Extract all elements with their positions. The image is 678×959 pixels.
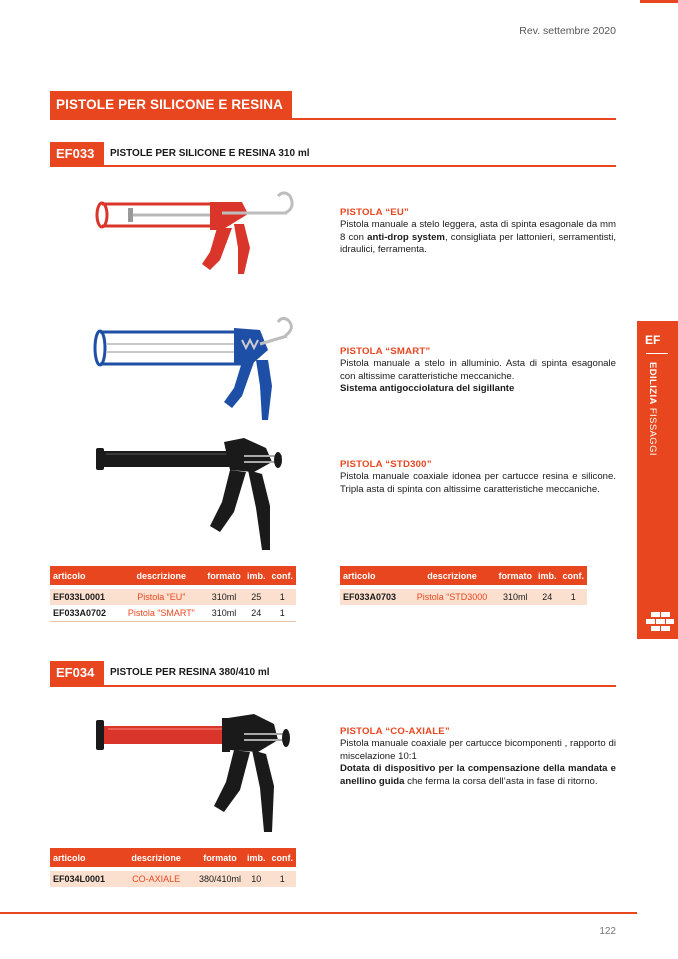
cell-conf: 1 (268, 605, 296, 621)
product-feature: Sistema antigocciolatura del sigillante (340, 383, 515, 395)
group-title: PISTOLE PER RESINA 380/410 ml (110, 667, 270, 678)
product-image-eu (92, 190, 302, 285)
product-text: Pistola manuale coaxiale idonea per cartucce resina e silicone. Tripla asta di spinta con altissime caratteristiche meccaniche. (340, 471, 616, 495)
col-conf: conf. (268, 566, 296, 585)
cell-articolo: EF033L0001 (50, 589, 119, 605)
bricks-icon (645, 612, 675, 632)
cell-formato: 310ml (204, 589, 244, 605)
cell-descrizione: CO-AXIALE (116, 871, 196, 887)
article-table-ef034 (50, 848, 296, 887)
cell-imb: 24 (535, 589, 560, 605)
group-code: EF034 (50, 661, 104, 685)
group-header-ef033 (50, 142, 310, 166)
product-title: PISTOLA “STD300” (340, 459, 432, 470)
table-row (50, 605, 296, 621)
side-tab-category-bold: EDILIZIA (647, 362, 658, 405)
col-descrizione: descrizione (119, 566, 204, 585)
col-imb: imb. (244, 848, 269, 867)
col-imb: imb. (535, 566, 560, 585)
product-title: PISTOLA “CO-AXIALE” (340, 726, 450, 737)
cell-descrizione: Pistola “EU” (119, 589, 204, 605)
col-formato: formato (495, 566, 535, 585)
cell-descrizione: Pistola “STD3000 (408, 589, 495, 605)
col-conf: conf. (559, 566, 587, 585)
product-image-coaxiale (94, 712, 294, 836)
cell-conf: 1 (268, 871, 296, 887)
col-formato: formato (196, 848, 244, 867)
product-image-std300 (94, 436, 286, 552)
cell-articolo: EF033A0703 (340, 589, 408, 605)
table-row (340, 589, 587, 605)
cell-articolo: EF034L0001 (50, 871, 116, 887)
article-table-ef033-b (340, 566, 587, 605)
product-desc-eu (340, 207, 616, 257)
product-image-smart (92, 316, 302, 426)
section-divider (50, 118, 616, 120)
section-title: PISTOLE PER SILICONE E RESINA (50, 91, 292, 119)
corner-accent (640, 0, 678, 3)
cell-imb: 10 (244, 871, 269, 887)
cell-formato: 310ml (204, 605, 244, 621)
product-feature: anti-drop system (367, 231, 445, 243)
side-tab-category-text: FISSAGGI (647, 404, 658, 456)
product-text: che ferma la corsa dell’asta in fase di ritorno. (404, 775, 598, 787)
page-number: 122 (599, 926, 616, 937)
col-descrizione: descrizione (408, 566, 495, 585)
footer-line (0, 912, 637, 914)
side-tab-category (647, 362, 658, 456)
group-divider (50, 685, 616, 687)
cell-formato: 380/410ml (196, 871, 244, 887)
cell-descrizione: Pistola “SMART” (119, 605, 204, 621)
group-header-ef034 (50, 661, 270, 685)
col-articolo: articolo (50, 848, 116, 867)
cell-articolo: EF033A0702 (50, 605, 119, 621)
col-articolo: articolo (50, 566, 119, 585)
cell-formato: 310ml (495, 589, 535, 605)
product-text: Pistola manuale a stelo leggera, asta di spinta esagonale da mm 8 con (340, 219, 616, 243)
table-row (50, 589, 296, 605)
group-divider (50, 165, 616, 167)
side-tab-divider (646, 353, 668, 354)
product-desc-std300 (340, 459, 616, 496)
group-title: PISTOLE PER SILICONE E RESINA 310 ml (110, 148, 310, 159)
product-text: , consigliata per lattonieri, serramentisti, idraulici, ferramenta. (340, 231, 616, 256)
side-tab-code: EF (645, 333, 661, 347)
col-formato: formato (204, 566, 244, 585)
article-table-ef033-a (50, 566, 296, 622)
table-row (50, 871, 296, 887)
product-desc-coaxiale (340, 726, 616, 788)
col-conf: conf. (268, 848, 296, 867)
col-articolo: articolo (340, 566, 408, 585)
col-descrizione: descrizione (116, 848, 196, 867)
revision-date: Rev. settembre 2020 (519, 25, 616, 37)
group-code: EF033 (50, 142, 104, 166)
product-feature: Dotata di dispositivo per la compensazione della mandata e anellino guida (340, 763, 616, 787)
cell-imb: 24 (244, 605, 269, 621)
cell-conf: 1 (268, 589, 296, 605)
col-imb: imb. (244, 566, 269, 585)
cell-imb: 25 (244, 589, 269, 605)
product-text: Pistola manuale a stelo in alluminio. Asta di spinta esagonale con altissime caratteristiche meccaniche. (340, 358, 616, 382)
product-desc-smart (340, 346, 616, 396)
product-text: Pistola manuale coaxiale per cartucce bicomponenti , rapporto di miscelazione 10:1 (340, 738, 616, 762)
product-title: PISTOLA “SMART” (340, 346, 431, 357)
cell-conf: 1 (559, 589, 587, 605)
product-title: PISTOLA “EU” (340, 207, 410, 218)
